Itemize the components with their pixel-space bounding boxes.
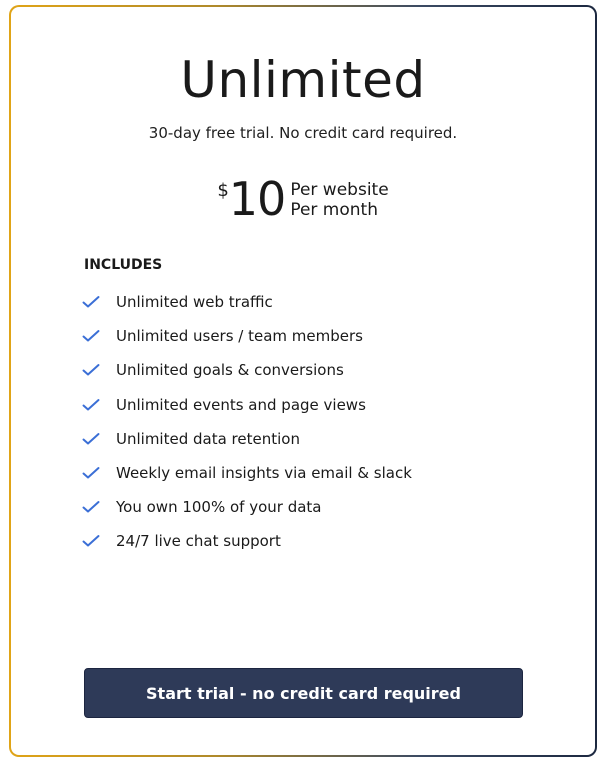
list-item bbox=[82, 422, 412, 456]
price-per-website: Per website bbox=[290, 180, 389, 200]
pricing-card-frame bbox=[9, 5, 597, 757]
pricing-card bbox=[11, 7, 595, 755]
feature-label: Unlimited data retention bbox=[116, 429, 300, 448]
price bbox=[11, 172, 595, 226]
feature-label: Weekly email insights via email & slack bbox=[116, 464, 412, 483]
feature-label: Unlimited web traffic bbox=[116, 293, 273, 312]
price-period bbox=[290, 175, 388, 220]
list-item bbox=[82, 456, 412, 490]
list-item bbox=[82, 319, 412, 353]
checkmark-icon bbox=[82, 500, 100, 514]
plan-subtitle: 30-day free trial. No credit card required. bbox=[148, 124, 458, 142]
list-item bbox=[82, 353, 412, 387]
checkmark-icon bbox=[82, 466, 100, 480]
includes-heading: INCLUDES bbox=[84, 257, 163, 273]
feature-list bbox=[82, 285, 412, 559]
checkmark-icon bbox=[82, 329, 100, 343]
start-trial-button[interactable]: Start trial - no credit card required bbox=[84, 668, 523, 718]
checkmark-icon bbox=[82, 363, 100, 377]
list-item bbox=[82, 490, 412, 524]
feature-label: Unlimited users / team members bbox=[116, 327, 363, 346]
list-item bbox=[82, 285, 412, 319]
plan-title: Unlimited bbox=[180, 51, 426, 109]
list-item bbox=[82, 388, 412, 422]
price-amount: 10 bbox=[228, 172, 286, 226]
checkmark-icon bbox=[82, 398, 100, 412]
price-currency: $ bbox=[217, 180, 229, 201]
price-per-month: Per month bbox=[290, 200, 378, 220]
feature-label: Unlimited events and page views bbox=[116, 395, 366, 414]
checkmark-icon bbox=[82, 534, 100, 548]
checkmark-icon bbox=[82, 432, 100, 446]
feature-label: 24/7 live chat support bbox=[116, 532, 281, 551]
checkmark-icon bbox=[82, 295, 100, 309]
feature-label: Unlimited goals & conversions bbox=[116, 361, 344, 380]
list-item bbox=[82, 524, 412, 558]
feature-label: You own 100% of your data bbox=[116, 498, 322, 517]
